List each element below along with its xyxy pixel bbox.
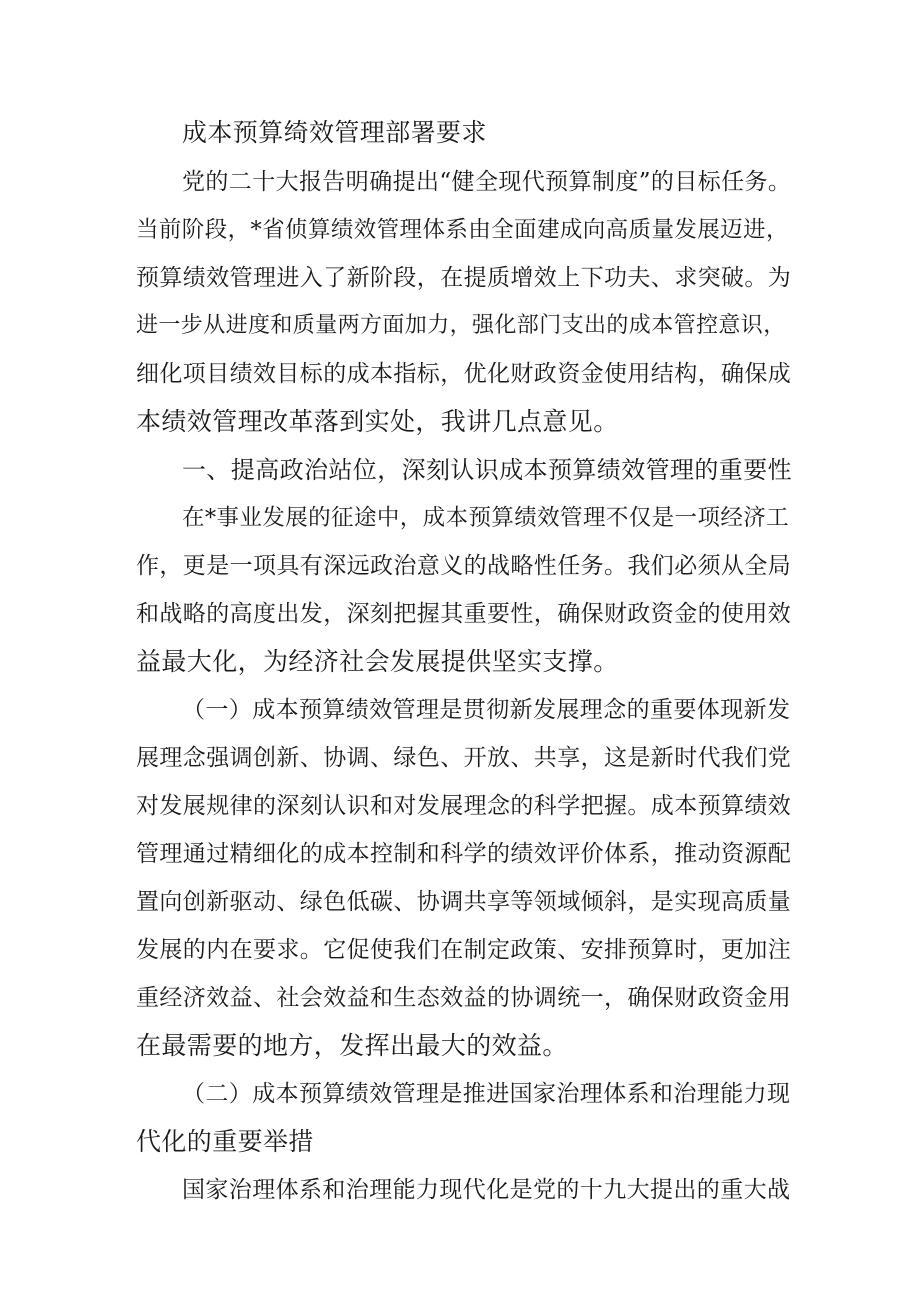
text-line: 作，更是一项具有深远政治意义的战略性任务。我们必须从全局 <box>136 553 792 579</box>
text-line: 代化的重要举措 <box>136 1127 314 1156</box>
text-line: 国家治理体系和治理能力现代化是党的十九大提出的重大战 <box>182 1177 791 1203</box>
text-line: 细化项目绩效目标的成本指标，优化财政资金使用结构，确保成 <box>136 361 792 387</box>
text-line: 本绩效管理改革落到实处，我讲几点意见。 <box>136 407 619 436</box>
text-line: 在*事业发展的征途中，成本预算绩效管理不仅是一项经济工 <box>182 505 790 531</box>
text-line: 展理念强调创新、协调、绿色、开放、共享，这是新时代我们党 <box>136 745 792 771</box>
text-line: 当前阶段，*省侦算绩效管理体系由全面建成向高质量发展迈进， <box>136 217 789 243</box>
text-line: 管理通过精细化的成本控制和科学的绩效评价体系，推动资源配 <box>136 841 792 867</box>
text-line: （一）成本预算绩效管理是贯彻新发展理念的重要体现新发 <box>182 697 791 723</box>
text-line: 置向创新驱动、绿色低碳、协调共享等领域倾斜，是实现高质量 <box>136 889 792 915</box>
text-line: 在最需要的地方，发挥出最大的效益。 <box>136 1031 568 1060</box>
text-line: （二）成本预算绩效管理是推进国家治理体系和治理能力现 <box>182 1081 791 1107</box>
text-line: 预算绩效管理进入了新阶段，在提质增效上下功夫、求突破。为 <box>136 265 792 291</box>
text-line: 党的二十大报告明确提出“健全现代预算制度”的目标任务。 <box>182 169 792 195</box>
text-line: 一、提高政治站位，深刻认识成本预算绩效管理的重要性 <box>182 456 792 484</box>
document-title: 成本预算绮效管理部署要求 <box>182 118 487 147</box>
text-line: 发展的内在要求。它促使我们在制定政策、安排预算时，更加注 <box>136 937 792 963</box>
text-line: 对发展规律的深刻认识和对发展理念的科学把握。成本预算绩效 <box>136 793 792 819</box>
text-line: 重经济效益、社会效益和生态效益的协调统一，确保财政资金用 <box>136 985 792 1011</box>
text-line: 益最大化，为经济社会发展提供坚实支撑。 <box>136 647 619 676</box>
text-line: 和战略的高度出发，深刻把握其重要性，确保财政资金的使用效 <box>136 601 792 627</box>
text-line: 进一步从进度和质量两方面加力，强化部门支出的成本管控意识， <box>136 313 786 338</box>
